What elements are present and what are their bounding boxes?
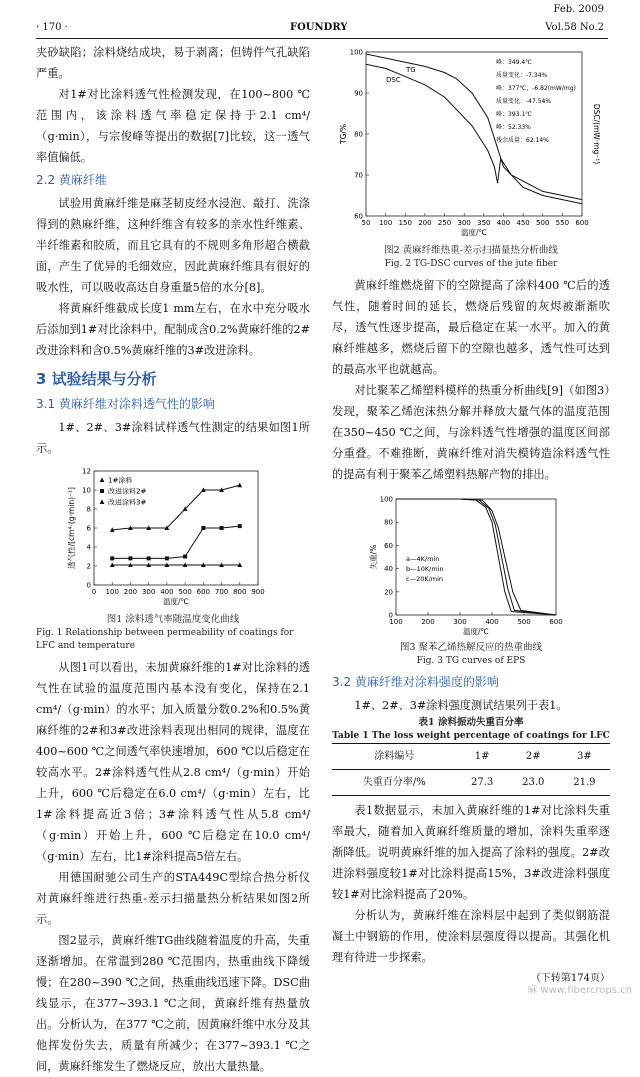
- x-tick-label: 350: [477, 219, 491, 227]
- annotation: 残余质量：62.14%: [496, 137, 549, 144]
- x-tick-label: 600: [575, 219, 589, 227]
- header-rule: [36, 38, 608, 39]
- figure-3-caption: 图3 聚苯乙烯热解反应的热重曲线: [399, 642, 543, 653]
- y-tick-label: 40: [384, 565, 393, 574]
- y-tick-label: 70: [354, 171, 363, 180]
- paragraph: 用德国耐驰公司生产的STA449C型综合热分析仪对黄麻纤维进行热重-差示扫描量热分析结果如图2所示。: [36, 871, 310, 926]
- y-tick-label: 4: [86, 543, 91, 552]
- legend-label: a—4K/min: [406, 555, 440, 563]
- y-tick-label: 100: [379, 495, 393, 504]
- legend-label: 改进涂料2#: [108, 487, 147, 496]
- legend-label: 改进涂料3#: [108, 498, 147, 507]
- header-volume: Vol.58 No.2: [545, 22, 604, 33]
- data-point: [110, 556, 114, 560]
- table-1-caption: 表1 涂料振动失重百分率: [418, 717, 524, 728]
- table-1-caption-en: Table 1 The loss weight percentage of coatings for LFC: [332, 731, 610, 741]
- y-tick-label: 10: [82, 486, 91, 495]
- x-tick-label: 300: [457, 219, 471, 227]
- x-tick-label: 100: [378, 219, 393, 227]
- x-tick-label: 500: [517, 618, 531, 626]
- paragraph: 分析认为，黄麻纤维在涂料层中起到了类似钢筋混凝土中钢筋的作用，使涂料层强度得以提高。其强化机理有待进一步探索。: [332, 909, 610, 964]
- paragraph: 试验用黄麻纤维是麻茎韧皮经水浸泡、敲打、洗涤得到的熟麻纤维，这种纤维含有较多的亲水性纤维素、半纤维素和胶质，而且它具有的不规则多角形超合横截面，产生了优异的毛细效应，因此黄麻纤维具有很好的吸水性，可以吸收高达自身重量5倍的水分[8]。: [36, 197, 310, 294]
- paragraph: 黄麻纤维燃烧留下的空隙提高了涂料400 ℃后的透气性，随着时间的延长，燃烧后残留的灰烬被渐渐吹尽，透气性逐步提高，最后稳定在某一水平。加入的黄麻纤维越多，燃烧后留下的空隙也越多，透气性可达到的最高水平也就越高。: [332, 279, 610, 376]
- x-tick-label: 300: [141, 588, 156, 596]
- x-tick-label: 400: [160, 588, 174, 596]
- paragraph: 1#、2#、3#涂料强度测试结果列于表1。: [354, 699, 568, 712]
- x-tick-label: 200: [123, 588, 138, 596]
- y-tick-label: 100: [349, 48, 363, 57]
- y-tick-label: 80: [384, 518, 393, 527]
- left-column: [36, 42, 310, 1077]
- x-tick-label: 300: [453, 618, 467, 626]
- x-tick-label: 150: [398, 219, 412, 227]
- paragraph: 图2显示，黄麻纤维TG曲线随着温度的升高，失重逐渐增加。在常温到280 ℃范围内，热重曲线下降缓慢；在280~390 ℃之间，热重曲线迅速下降。DSC曲线显示，在377~393.1 ℃之间，黄麻纤维有热量放出。分析认为，在377 ℃之前，因黄麻纤维中水分及其他挥发份失去，质量有所减少；在377~393.1 ℃之间，黄麻纤维发生了燃烧反应，放出大量热量。: [36, 934, 310, 1073]
- figure-3-chart: [356, 491, 586, 641]
- y2-axis-label: DSC/(mW·mg⁻¹): [592, 103, 601, 165]
- paragraph: 将黄麻纤维截成长度1 mm左右，在水中充分吸水后添加到1#对比涂料中，配制成含0.2%黄麻纤维的2#改进涂料和含0.5%黄麻纤维的3#改进涂料。: [36, 302, 310, 357]
- x-tick-label: 200: [418, 219, 432, 227]
- annotation: 质量变化：-47.54%: [496, 98, 552, 105]
- legend-marker: [100, 489, 104, 493]
- table-cell: 27.3: [471, 777, 494, 788]
- table-cell: 23.0: [522, 777, 545, 788]
- table-row: [332, 770, 610, 796]
- paragraph: 1#、2#、3#涂料试样透气性测定的结果如图1所示。: [36, 421, 310, 455]
- annotation: 峰：52.33%: [496, 124, 531, 131]
- x-tick-label: 450: [516, 219, 530, 227]
- x-tick-label: 100: [105, 588, 119, 596]
- annotation: 峰：393.1℃: [496, 111, 532, 118]
- x-tick-label: 500: [178, 588, 192, 596]
- data-point: [220, 526, 224, 530]
- x-tick-label: 800: [233, 588, 247, 596]
- x-axis-label: 温度/℃: [463, 627, 489, 636]
- figure-1-caption: 图1 涂料透气率随温度变化曲线: [106, 614, 240, 625]
- x-tick-label: 600: [549, 618, 563, 626]
- figure-2-chart: [332, 44, 610, 244]
- header-date: Feb. 2009: [553, 4, 604, 15]
- data-point: [238, 524, 242, 528]
- table-cell: 失重百分率/%: [362, 777, 426, 788]
- legend-label: b—10K/min: [406, 565, 444, 573]
- y-tick-label: 6: [86, 524, 91, 533]
- data-point: [165, 556, 169, 560]
- table-header-cell: 3#: [577, 751, 592, 762]
- x-tick-label: 100: [389, 618, 403, 626]
- figure-3-caption-en: Fig. 3 TG curves of EPS: [416, 656, 526, 666]
- data-point: [128, 556, 132, 560]
- data-point: [201, 526, 205, 530]
- annotation: 峰：349.4℃: [496, 59, 532, 66]
- x-axis-label: 温度/℃: [461, 228, 487, 237]
- y-axis-label: 失重/%: [369, 544, 378, 570]
- right-column: [332, 44, 610, 989]
- y-tick-label: 0: [86, 581, 91, 590]
- y-tick-label: 8: [86, 505, 91, 514]
- data-point: [147, 556, 151, 560]
- legend-label: c—20K/min: [406, 575, 444, 583]
- legend-label: 1#涂料: [108, 476, 133, 485]
- y-tick-label: 2: [86, 562, 91, 571]
- figure-1-chart: [36, 463, 310, 613]
- annotation: 质量变化：-7.34%: [496, 72, 548, 79]
- figure-2-caption: 图2 黄麻纤维热重-差示扫描量热分析曲线: [384, 245, 558, 256]
- figure-1: [36, 463, 310, 613]
- table-header-row: [332, 744, 610, 770]
- table-header-cell: 2#: [525, 751, 541, 762]
- y-axis-label: TG/%: [339, 123, 348, 145]
- x-tick-label: 50: [361, 219, 371, 227]
- x-tick-label: 700: [214, 588, 229, 596]
- y-tick-label: 60: [354, 212, 363, 221]
- x-tick-label: 600: [196, 588, 211, 596]
- y-tick-label: 90: [354, 89, 363, 98]
- continued-footer: （下转第174页）: [530, 973, 610, 984]
- paragraph: 对1#对比涂料透气性检测发现，在100~800 ℃范围内，该涂料透气率稳定保持于2.1 cm⁴/（g·min），与宗俊峰等提出的数据[7]比较，这一透气率值偏低。: [36, 88, 310, 164]
- header-page: · 170 ·: [36, 22, 68, 33]
- header-journal: FOUNDRY: [290, 22, 348, 33]
- section-heading-2-2: 2.2 黄麻纤维: [36, 173, 107, 187]
- watermark: 麻 www.fibercrops.cn: [527, 985, 632, 996]
- paragraph: 夹砂缺陷；涂料烧结成块，易于剥离；但铸件气孔缺陷严重。: [36, 46, 310, 80]
- figure-2: [332, 44, 610, 244]
- section-heading-3-2: 3.2 黄麻纤维对涂料强度的影响: [332, 675, 499, 689]
- y-axis-label: 透气性/[cm⁴·(g·min)⁻¹]: [67, 487, 76, 569]
- x-tick-label: 550: [555, 219, 570, 227]
- x-tick-label: 200: [421, 618, 435, 626]
- x-tick-label: 500: [536, 219, 550, 227]
- y-tick-label: 60: [384, 541, 393, 550]
- x-tick-label: 0: [91, 588, 97, 596]
- y-tick-label: 20: [384, 588, 393, 597]
- table-1: [332, 743, 610, 796]
- paragraph: 从图1可以看出，未加黄麻纤维的1#对比涂料的透气性在试验的温度范围内基本没有变化，保持在2.1 cm⁴/（g·min）的水平；加入质量分数0.2%和0.5%黄麻纤维的2#和3#改进涂料表现出相同的规律，温度在400~600 ℃之间透气率快速增加，600 ℃以后稳定在较高水平。2#涂料透气性从2.8 cm⁴/（g·min）开始上升，600 ℃后稳定在6.0 cm⁴/（g·min）左右，比1#涂料提高近3倍；3#涂料透气性从5.8 cm⁴/（g·min）开始上升，600 ℃后稳定在10.0 cm⁴/（g·min）左右，比1#涂料提高5倍左右。: [36, 661, 310, 863]
- table-header-cell: 涂料编号: [374, 751, 415, 762]
- x-tick-label: 900: [251, 588, 265, 596]
- legend-marker: [100, 477, 105, 482]
- table-cell: 21.9: [573, 777, 596, 788]
- y-tick-label: 80: [354, 130, 363, 139]
- x-tick-label: 400: [496, 219, 511, 227]
- x-tick-label: 250: [437, 219, 452, 227]
- series-label-dsc: DSC: [386, 76, 401, 84]
- annotation: 峰：377℃，-6.82(mW/mg): [496, 85, 576, 92]
- legend-marker: [100, 499, 105, 504]
- data-point: [183, 555, 187, 559]
- section-heading-3: 3 试验结果与分析: [36, 370, 157, 388]
- y-tick-label: 12: [82, 467, 91, 476]
- data-point: [237, 483, 242, 488]
- series-line: [112, 526, 240, 558]
- x-tick-label: 400: [485, 618, 499, 626]
- series-label-tg: TG: [406, 66, 416, 74]
- paragraph: 对比聚苯乙烯塑料模样的热重分析曲线[9]（如图3）发现，聚苯乙烯泡沫热分解并释放大量气体的温度范围在350~450 ℃之间，与涂料透气性增强的温度区间部分重叠。不难推断，黄麻纤维对消失模铸造涂料透气性的提高有利于聚苯乙烯塑料热解产物的排出。: [332, 384, 610, 481]
- figure-1-caption-en: Fig. 1 Relationship between permeability of coatings for LFC and temperature: [36, 628, 294, 651]
- figure-3: [356, 491, 586, 641]
- table-header-cell: 1#: [474, 751, 490, 762]
- figure-2-caption-en: Fig. 2 TG-DSC curves of the jute fiber: [384, 259, 558, 269]
- y-tick-label: 0: [388, 611, 393, 620]
- section-heading-3-1: 3.1 黄麻纤维对涂料透气性的影响: [36, 397, 215, 411]
- paragraph: 表1数据显示，未加入黄麻纤维的1#对比涂料失重率最大，随着加入黄麻纤维质量的增加，涂料失重率逐渐降低。说明黄麻纤维的加入提高了涂料的强度。2#改进涂料强度较1#对比涂料提高15%，3#改进涂料强度较1#对比涂料提高了20%。: [332, 804, 610, 901]
- x-axis-label: 温度/℃: [163, 597, 189, 606]
